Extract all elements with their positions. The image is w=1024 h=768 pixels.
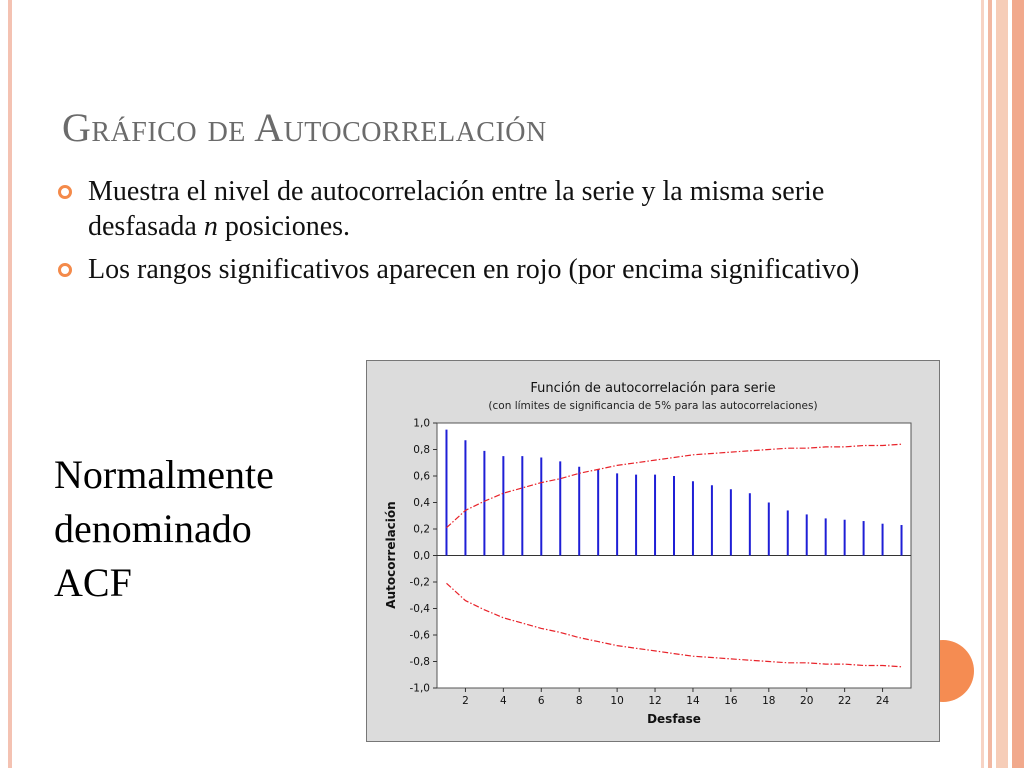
y-axis-label: Autocorrelación bbox=[384, 501, 398, 609]
y-tick-label: -0,8 bbox=[409, 656, 430, 668]
right-decor-bar bbox=[996, 0, 1008, 768]
right-decor-bar bbox=[981, 0, 984, 768]
x-tick-label: 2 bbox=[462, 695, 469, 707]
right-decor-bars bbox=[976, 0, 1024, 768]
x-tick-label: 24 bbox=[875, 695, 890, 707]
bullet-item bbox=[58, 252, 888, 287]
chart-title: Función de autocorrelación para serie bbox=[530, 381, 776, 396]
bullet-circle-icon bbox=[58, 263, 72, 277]
x-axis bbox=[462, 688, 889, 707]
x-tick-label: 10 bbox=[610, 695, 624, 707]
y-tick-label: 1,0 bbox=[413, 417, 430, 430]
left-decor-stripe bbox=[8, 0, 12, 768]
x-tick-label: 14 bbox=[686, 695, 700, 707]
y-tick-label: 0,8 bbox=[413, 444, 430, 456]
x-tick-label: 12 bbox=[648, 695, 662, 707]
x-tick-label: 4 bbox=[500, 695, 507, 707]
bullet-italic: n bbox=[203, 211, 218, 242]
side-note-line: ACF bbox=[54, 560, 132, 605]
y-tick-label: 0,6 bbox=[413, 470, 430, 483]
side-note bbox=[54, 448, 274, 610]
bullet-list bbox=[58, 174, 888, 295]
x-tick-label: 18 bbox=[762, 695, 776, 707]
y-tick-label: 0,0 bbox=[413, 550, 430, 562]
x-tick-label: 22 bbox=[837, 695, 852, 707]
bullet-text: Muestra el nivel de autocorrelación entre la serie y la misma serie desfasada bbox=[88, 176, 825, 242]
y-tick-label: -0,2 bbox=[409, 576, 430, 589]
y-axis bbox=[410, 418, 438, 695]
right-decor-bar bbox=[988, 0, 992, 768]
bullet-text-end: posiciones. bbox=[217, 211, 351, 242]
y-tick-label: -0,6 bbox=[409, 629, 430, 642]
x-axis-label: Desfase bbox=[647, 712, 701, 726]
x-tick-label: 20 bbox=[800, 695, 814, 707]
side-note-line: Normalmente bbox=[54, 452, 274, 497]
chart-subtitle: (con límites de significancia de 5% para las autocorrelaciones) bbox=[488, 400, 818, 412]
x-tick-label: 16 bbox=[724, 695, 738, 707]
x-tick-label: 8 bbox=[575, 695, 583, 707]
right-decor-bar bbox=[1012, 0, 1024, 768]
y-tick-label: -1,0 bbox=[409, 682, 430, 695]
bullet-circle-icon bbox=[58, 185, 72, 199]
y-tick-label: 0,2 bbox=[413, 523, 430, 536]
y-tick-label: 0,4 bbox=[413, 497, 430, 509]
slide-title: Gráfico de Autocorrelación bbox=[62, 105, 547, 150]
x-tick-label: 6 bbox=[537, 695, 545, 707]
bullet-text: Los rangos significativos aparecen en rojo (por encima significativo) bbox=[88, 254, 860, 285]
y-tick-label: -0,4 bbox=[409, 603, 430, 615]
side-note-line: denominado bbox=[54, 506, 252, 551]
acf-chart bbox=[366, 360, 940, 742]
bullet-item bbox=[58, 174, 888, 244]
acf-chart-svg bbox=[367, 361, 939, 741]
